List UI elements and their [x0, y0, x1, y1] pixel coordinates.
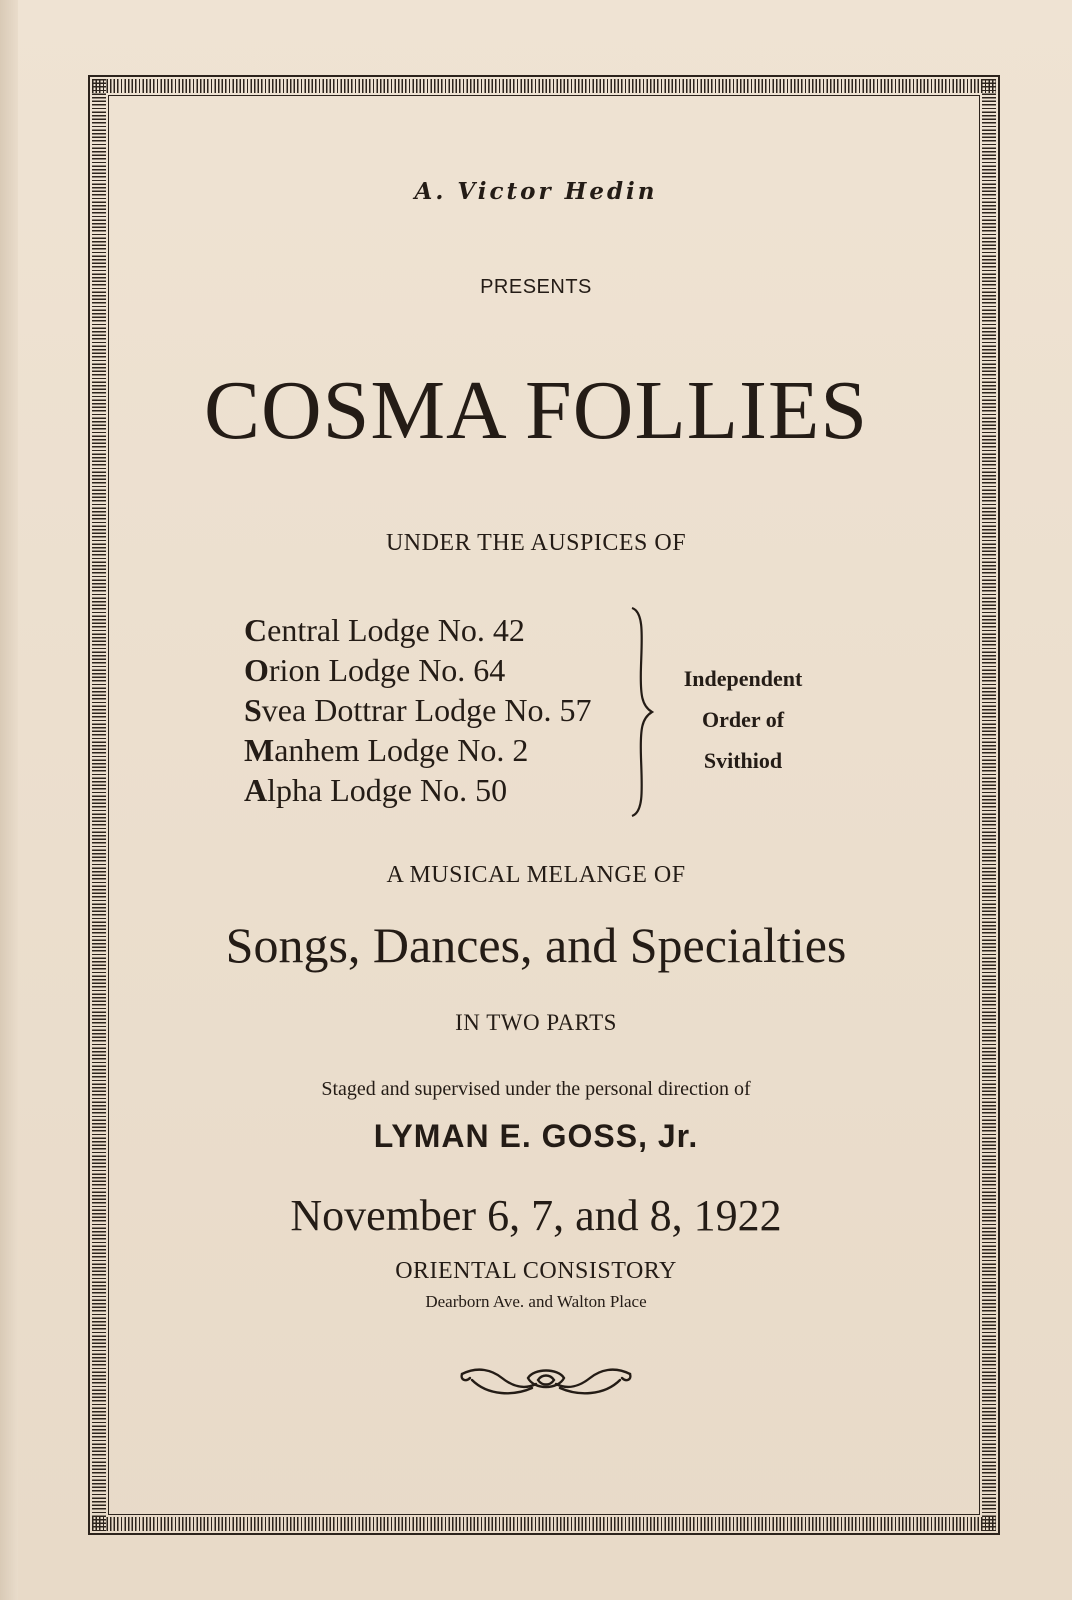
venue-name: ORIENTAL CONSISTORY [395, 1258, 677, 1284]
show-dates: November 6, 7, and 8, 1922 [290, 1191, 782, 1240]
show-title: COSMA FOLLIES [203, 364, 869, 457]
order-line: Independent [683, 666, 803, 691]
curly-brace-icon [628, 606, 658, 818]
auspices-label: UNDER THE AUSPICES OF [385, 530, 687, 556]
parts-label: IN TWO PARTS [455, 1010, 617, 1035]
director-name: LYMAN E. GOSS, Jr. [373, 1118, 699, 1154]
lodge-list [244, 610, 644, 810]
staged-note: Staged and supervised under the personal direction of [321, 1078, 751, 1100]
show-subtitle: Songs, Dances, and Specialties [225, 917, 847, 973]
lodge-item: Alpha Lodge No. 50 [244, 772, 508, 808]
order-line: Svithiod [703, 748, 783, 773]
order-name [658, 658, 828, 781]
melange-label: A MUSICAL MELANGE OF [386, 862, 686, 888]
flourish-ornament-icon [458, 1360, 634, 1404]
lodge-item: Central Lodge No. 42 [244, 612, 525, 648]
border-hatch-bottom [92, 1517, 996, 1531]
lodge-item: Svea Dottrar Lodge No. 57 [244, 692, 592, 728]
presenter-name: A. Victor Hedin [414, 178, 658, 205]
lodge-item: Manhem Lodge No. 2 [244, 732, 529, 768]
venue-address: Dearborn Ave. and Walton Place [425, 1292, 647, 1311]
border-hatch-top [92, 79, 996, 93]
page-spine [0, 0, 18, 1600]
order-line: Order of [701, 707, 785, 732]
presents-label: PRESENTS [480, 276, 592, 298]
lodge-item: Orion Lodge No. 64 [244, 652, 506, 688]
